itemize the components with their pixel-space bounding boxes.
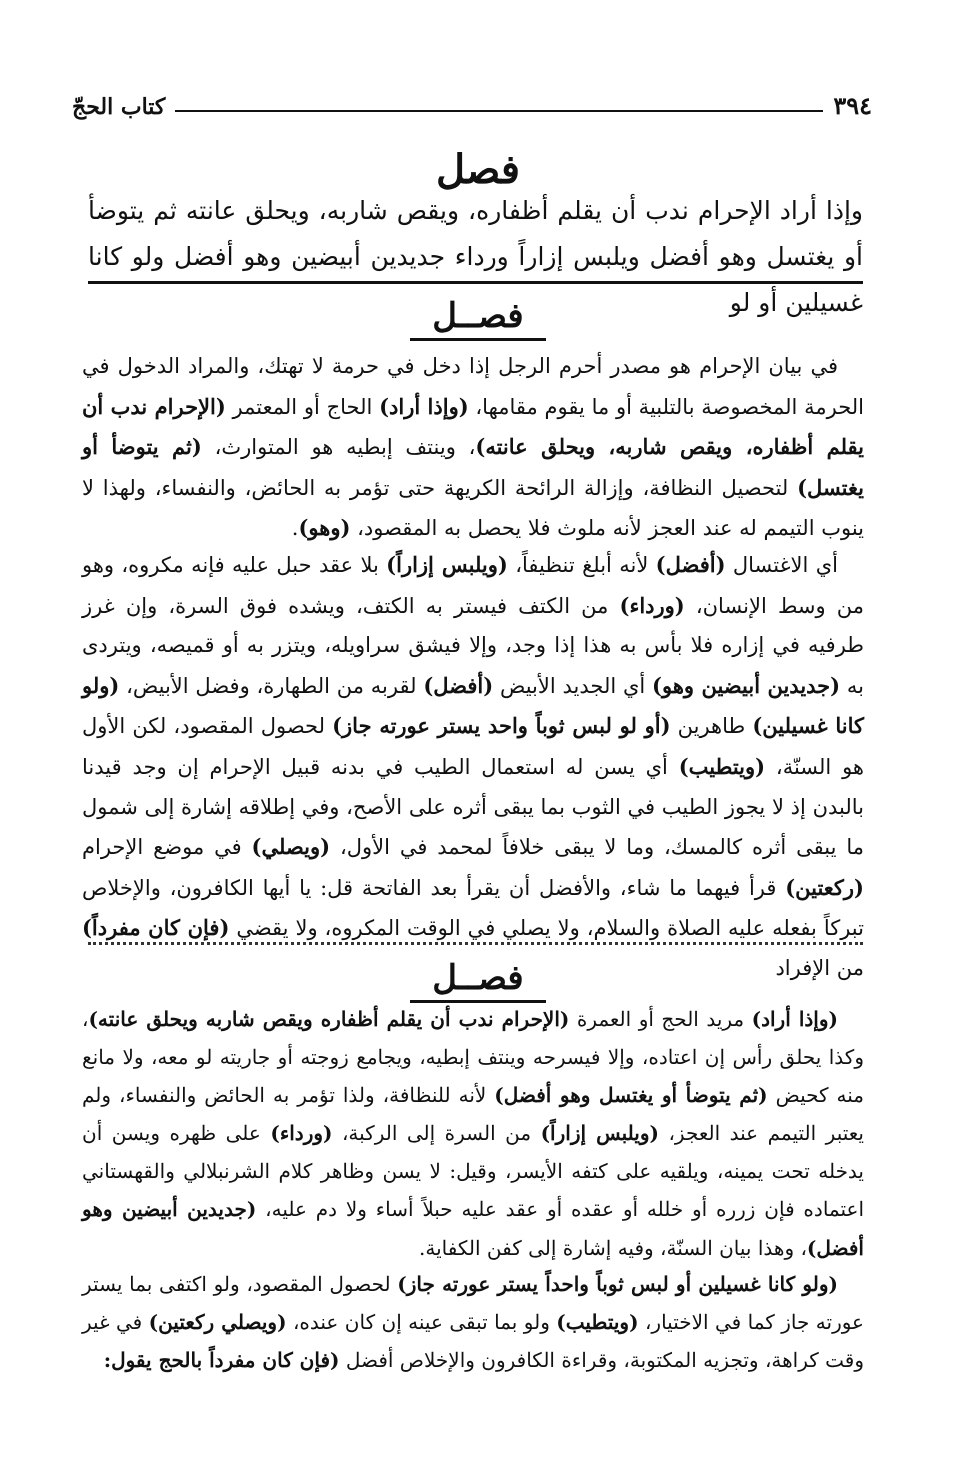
- running-header: [72, 84, 872, 120]
- matn-quote: (الإحرام ندب أن يقلم أظفاره ويقص شاربه ويحلق عانته): [88, 1007, 570, 1031]
- commentary-text: من الإفراد: [775, 955, 864, 980]
- page-number: ٣٩٤: [833, 91, 872, 120]
- matn-quote: (وهو): [298, 515, 351, 541]
- commentary-text: قرأ فيهما ما شاء، والأفضل أن يقرأ بعد الفاتحة قل: يا أيها الكافرون، والإخلاص تبركاً بفعله عليه الصلاة والسلام، ولا يصلي في الوقت المكروه، ولا يقضي: [82, 875, 864, 941]
- separator-rule: [88, 281, 863, 284]
- commentary-text: ، وهذا بيان السنّة، وفيه إشارة إلى كفن الكفاية.: [419, 1235, 807, 1260]
- commentary-text: بلا عقد حبل عليه فإنه مكروه، وهو من وسط الإنسان،: [82, 553, 864, 618]
- commentary-2-heading: فصــل: [0, 958, 956, 1003]
- commentary-1-paragraph-1: [82, 347, 864, 549]
- commentary-text: من الكتف فيستر به الكتف، ويشده فوق السرة، وإن غرز طرفيه في إزاره فلا بأس به هذا إذا وجد، وإلا فيشق سراويله، ويتزر به أو قميصه، ويتردى به: [82, 593, 865, 698]
- commentary-1-paragraph-2: [82, 545, 864, 989]
- commentary-text: أي الجديد الأبيض: [493, 673, 653, 698]
- commentary-text: ولو بما تبقى عينه إن كان عنده،: [286, 1310, 557, 1334]
- matn-quote: (ركعتين): [785, 874, 864, 900]
- matn-quote: (وإذا أراد): [751, 1007, 838, 1031]
- matn-quote: (ورداء): [619, 592, 685, 618]
- commentary-text: من السرة إلى الركبة،: [332, 1121, 541, 1146]
- main-heading: فصل: [435, 146, 521, 193]
- commentary-text: في بيان الإحرام هو مصدر أحرم الرجل إذا دخل في حرمة لا تهتك، والمراد الدخول في الحرمة المخصوصة بالتلبية أو ما يقوم مقامها،: [82, 354, 864, 419]
- commentary-text: على ظهره ويسن أن يدخله تحت يمينه، ويلقيه على كتفه الأيسر، وقيل: لا يسن وظاهر كلام الشرنبلالي والقهستاني اعتماده فإن زرره أو خلله أو عقده أو عقد عليه حبلاً أساء ولا دم عليه،: [82, 1121, 865, 1222]
- commentary-text: أي الاغتسال: [725, 553, 838, 577]
- matn-quote: (أفضل): [655, 552, 726, 577]
- commentary-text: لأنه للنظافة، ولذا تؤمر به الحائض والنفساء، ولم يعتبر التيمم عند العجز،: [82, 1083, 864, 1146]
- matn-quote: (فإن كان مفرداً): [82, 915, 230, 941]
- commentary-text: أي يسن له استعمال الطيب في بدنه قبيل الإحرام إن وجد قيدنا بالبدن إذ لا يجوز الطيب في الثوب بما يبقى أثره على الأصح، وفي إطلاقه إشارة إلى شمول ما يبقى أثره كالمسك، وما لا يبقى خلافاً لمحمد في الأول،: [82, 754, 865, 860]
- dotted-separator: [88, 942, 863, 945]
- commentary-text: ، وينتف إبطيه هو المتوارث،: [201, 435, 476, 460]
- matn-quote: (ويتطيب): [556, 1310, 639, 1334]
- matn-quote: (ولو كانا غسيلين أو لبس ثوباً واحداً يستر عورته جاز): [397, 1272, 838, 1296]
- matn-quote: (أو لو لبس ثوباً واحد يستر عورته جاز): [332, 713, 671, 739]
- commentary-text: لأنه أبلغ تنظيفاً،: [507, 553, 656, 577]
- matn-quote: (ويلبس إزاراً): [386, 552, 508, 577]
- commentary-text: طاهرين: [670, 714, 753, 739]
- matn-quote: (ويتطيب): [678, 753, 766, 779]
- matn-quote: (ثم يتوضأ أو يغتسل): [82, 434, 864, 500]
- commentary-text: مريد الحج أو العمرة: [569, 1007, 752, 1031]
- matn-quote: (ورداء): [270, 1121, 333, 1146]
- commentary-text: الحاج أو المعتمر: [225, 394, 380, 419]
- commentary-text: لقربه من الطهارة، وفضل الأبيض،: [119, 673, 424, 698]
- commentary-text: في غير وقت كراهة، وتجزيه المكتوبة، وقراءة الكافرون والإخلاص أفضل: [82, 1310, 864, 1372]
- commentary-text: .: [291, 516, 299, 541]
- matn-quote: (جديدين أبيضين وهو): [652, 672, 841, 698]
- matn-quote: (الإحرام ندب أن يقلم أظفاره، ويقص شاربه، ويحلق عانته): [82, 393, 864, 460]
- commentary-1-heading: فصــل: [0, 296, 956, 341]
- matn-text: وإذا أراد الإحرام ندب أن يقلم أظفاره، ويقص شاربه، ويحلق عانته ثم يتوضأ أو يغتسل وهو أفضل ويلبس إزاراً ورداء جديدين أبيضين وهو أفضل ولو كانا غسيلين أو لو: [88, 196, 863, 317]
- book-title: كتاب الحجّ: [72, 94, 166, 120]
- commentary-text: لحصول المقصود، ولو اكتفى بما يستر عورته جاز كما في الاختيار،: [82, 1272, 864, 1334]
- commentary-text: لحصول المقصود، لكن الأول هو السنّة،: [82, 714, 864, 779]
- header-rule: [175, 110, 823, 112]
- commentary-text: ، وكذا يحلق رأس إن اعتاده، وإلا فيسرحه وينتف إبطيه، ويجامع زوجته أو جاريته لو معه، ولا مانع منه كحيض: [82, 1007, 865, 1108]
- matn-quote: (ثم يتوضأ أو يغتسل وهو أفضل): [494, 1083, 768, 1108]
- matn-quote: (أفضل): [423, 672, 494, 698]
- matn-quote: (ويلبس إزاراً): [540, 1121, 659, 1146]
- matn-quote: (وإذا أراد): [379, 393, 469, 419]
- matn-quote: (فإن كان مفرداً بالحج يقول:: [103, 1348, 340, 1372]
- matn-quote: (ولو كانا غسيلين): [82, 672, 864, 739]
- commentary-text: في موضع الإحرام: [82, 835, 252, 860]
- matn-quote: (ويصلي ركعتين): [148, 1310, 287, 1334]
- matn-quote: (جديدين أبيضين وهو أفضل): [82, 1197, 864, 1260]
- commentary-2-paragraph-1: [82, 1000, 864, 1267]
- commentary-text: لتحصيل النظافة، وإزالة الرائحة الكريهة حتى تؤمر به الحائض، والنفساء، ولهذا لا ينوب التيمم له عند العجز لأنه ملوث فلا يحصل به المقصود،: [82, 475, 864, 541]
- commentary-2-paragraph-2: [82, 1265, 864, 1379]
- matn-quote: (ويصلي): [251, 834, 331, 860]
